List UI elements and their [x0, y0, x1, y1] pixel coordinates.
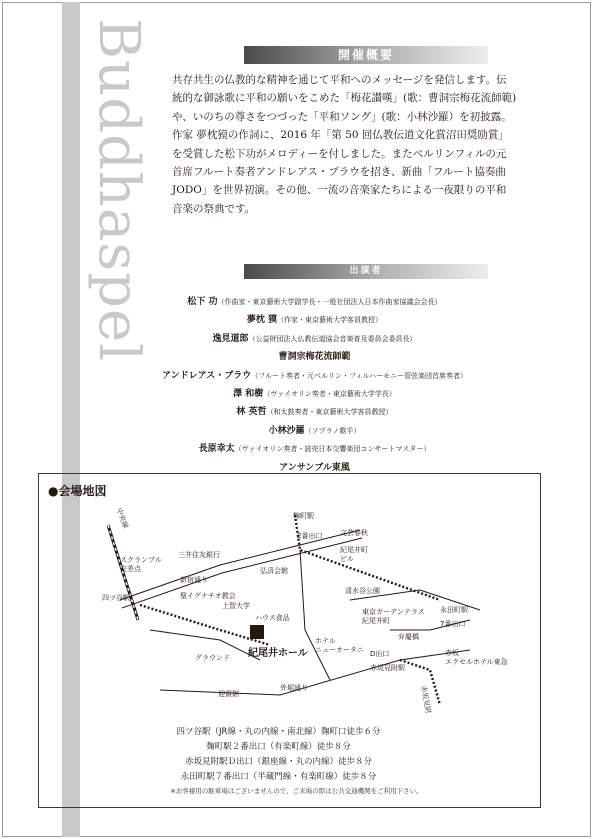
map-label-yotsuya: 四ツ谷駅	[102, 594, 130, 602]
performer-role: （フルート奏者・元ベルリン・フィルハーモニー管弦楽団首席奏者）	[251, 371, 467, 380]
overview-heading-bar	[244, 46, 488, 64]
performer-line	[18, 400, 611, 418]
performer-line	[18, 382, 611, 400]
performer-line	[18, 437, 611, 455]
overview-text	[172, 71, 537, 218]
performer-role: （ソプラノ歌手）	[304, 426, 361, 435]
map-label-kioi-bldg: 紀尾井町	[340, 546, 368, 554]
overview-line: を受賞した松下功がメロディーを付しました。またベルリンフィルの元	[172, 147, 507, 160]
map-label-exit2: 2番出口	[297, 532, 323, 540]
performer-line	[18, 345, 611, 363]
performer-name: 小林沙羅	[268, 425, 305, 436]
overview-heading: 開催概要	[337, 48, 394, 62]
map-label-sophia: 上智大学	[222, 602, 250, 610]
map-label-garden2: 紀尾井町	[362, 617, 390, 625]
performer-role: （ヴァイオリン奏者・読売日本交響楽団コンサートマスター）	[234, 445, 431, 454]
side-title: Buddhaspel	[86, 18, 151, 363]
map-label-newotani2: ニューオータニ	[315, 646, 364, 654]
performer-name: 林 英哲	[236, 407, 267, 418]
venue-map	[100, 507, 508, 714]
access-info	[0, 725, 593, 785]
overview-line: や、いのちの尊さをつづった「平和ソング」(歌：小林沙羅）を初披露。	[172, 110, 512, 123]
performer-name: 長原幸太	[198, 444, 235, 455]
map-label-kojimachi: 麹町駅	[293, 512, 314, 520]
performer-line	[18, 327, 611, 345]
map-label-exit7: 7番出口	[440, 620, 466, 628]
access-line: 麹町駅２番出口（有楽町線）徒歩８分	[206, 742, 351, 752]
performer-line	[18, 364, 611, 382]
overview-line: 音楽の祭典です。	[172, 202, 256, 215]
performer-name: 曹洞宗梅花流師範	[278, 352, 351, 363]
map-label-house: ハウス食品	[255, 614, 290, 622]
performer-line	[18, 308, 611, 326]
map-label-shimizudani: 清水谷公園	[345, 587, 380, 595]
access-line: 赤坂見附駅Ｄ出口（銀座線・丸の内線）徒歩８分	[184, 757, 372, 767]
map-label-akasaka: 赤坂見附駅	[370, 664, 405, 672]
map-label-hall: 紀尾井ホール	[248, 648, 308, 659]
performer-line	[18, 456, 611, 474]
performer-line	[18, 290, 611, 308]
map-label-shinjuku: 新宿通り	[180, 576, 208, 584]
performers-heading-bar	[244, 264, 488, 279]
map-label-benkei: 弁慶橋	[398, 633, 419, 641]
overview-line: 作家 夢枕獏の作詞に、2016 年「第 50 回仏教伝道文化賞沼田奨励賞」	[172, 129, 509, 142]
access-line: 永田町駅７番出口（半蔵門線・有楽町線）徒歩８分	[180, 772, 377, 782]
performer-role: （作家・東京藝術大学客員教授）	[277, 316, 383, 325]
map-label-exit-d: D出口	[370, 650, 390, 658]
map-label-nagatacho: 永田町駅	[440, 606, 468, 614]
performers-heading: 出演者	[349, 266, 383, 276]
map-label-excel: 赤坂	[445, 649, 459, 657]
map-label-scramble: スクランブル	[120, 556, 162, 564]
overview-line: JODO」を世界初演。その他、一流の音楽家たちによる一夜限りの平和	[172, 184, 507, 197]
map-label-gaien: 外堀通り	[280, 684, 308, 692]
performer-name: 夢枕 獏	[246, 315, 278, 326]
access-line: 四ツ谷駅（JR線・丸の内線・南北線）麹町口徒歩６分	[176, 727, 381, 737]
venue-marker	[250, 625, 264, 639]
map-label-akasaka-line: 赤坂見附	[419, 685, 433, 714]
map-label-kosaiko: 弘済会館	[260, 567, 288, 575]
map-label-sumitomo: 三井住友銀行	[178, 551, 220, 559]
map-label-garden: 東京ガーデンテラス	[362, 608, 425, 616]
map-label-ground: グラウンド	[195, 654, 230, 662]
performer-name: 澤 和樹	[233, 388, 264, 399]
performer-name: 逸見道郎	[212, 333, 249, 344]
map-heading: ●会場地図	[48, 484, 107, 498]
map-label-geihinkan: 迎賓館	[218, 690, 239, 698]
map-label-crossing: 交差点	[120, 565, 141, 573]
map-label-ignatius: 聖イグナチオ教会	[180, 592, 236, 600]
map-label-newotani: ホテル	[315, 637, 336, 645]
overview-line: 首席フルート奏者アンドレアス・ブラウを招き、新曲「フルート協奏曲	[172, 166, 506, 179]
performer-role: （公益財団法人仏教伝道協会音楽普及委員会委員長）	[248, 334, 417, 343]
performer-name: アンドレアス・ブラウ	[162, 370, 252, 381]
performer-name: アンサンブル東風	[279, 462, 350, 473]
performer-line	[18, 419, 611, 437]
map-label-chuo: 中央線	[114, 507, 130, 530]
performer-name: 松下 功	[187, 297, 218, 307]
map-label-bldg: ビル	[340, 555, 354, 563]
performer-role: （作曲家・東京藝術大学副学長・一般社団法人日本作曲家協議会会長）	[217, 298, 442, 306]
overview-line: 共存共生の仏教的な精神を通じて平和へのメッセージを発信します。伝	[172, 74, 507, 86]
parking-note: ※お客様用の駐車場はございませんので、ご来場の際は公共交通機関をご利用下さい。	[170, 787, 423, 795]
performer-role: （ヴァイオリン奏者・東京藝術大学学長）	[263, 389, 396, 398]
performers-list	[0, 290, 593, 474]
overview-line: 統的な御詠歌に平和の願いをこめた「梅花讃嘆」(歌：曹洞宗梅花流師範)	[172, 92, 517, 105]
performer-role: （和太鼓奏者・東京藝術大学客員教授）	[266, 408, 393, 417]
map-roads	[120, 530, 480, 695]
map-label-excel2: エクセルホテル東急	[445, 658, 508, 666]
map-label-bunkyo: 文芸春秋	[340, 529, 368, 537]
